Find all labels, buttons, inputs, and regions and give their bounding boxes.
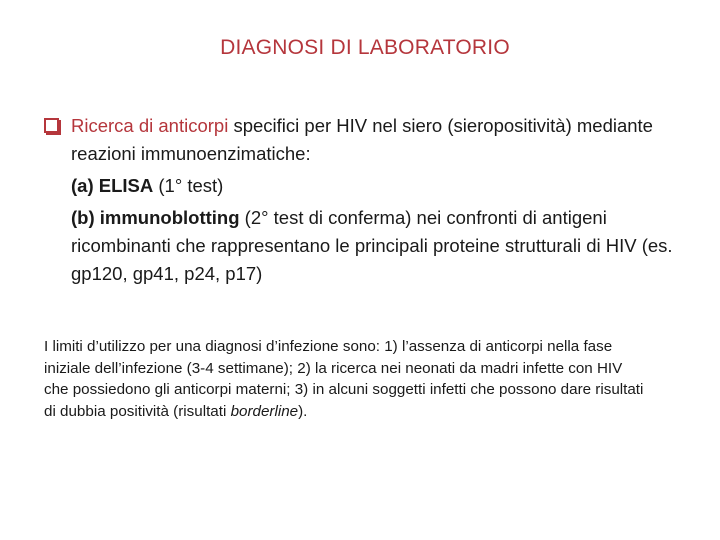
note-text: I limiti d’utilizzo per una diagnosi d’infezione sono: 1) l’assenza di anticorpi nella fase iniziale dell’infezione (3-4 settimane); 2) la ricerca nei neonati da madri infette con HIV che possiedono gli anticorpi materni; 3) in alcuni soggetti infetti che possono dare risultati di dubbia positività (risultati [44, 338, 644, 420]
sub-item-elisa-label: (a) ELISA [71, 175, 154, 196]
limitations-note [44, 336, 644, 422]
checkbox-bullet-icon [44, 118, 59, 133]
sub-item-immunoblotting-text: (2° test di conferma) nei confronti di antigeni ricombinanti che rappresentano le principali proteine strutturali di HIV (es. gp120, gp41, p24, p17) [71, 207, 673, 284]
sub-item-immunoblotting [44, 204, 704, 288]
slide-title: DIAGNOSI DI LABORATORIO [220, 36, 510, 59]
bullet-text: specifici per HIV nel siero (sieropositività) mediante reazioni immunoenzimatiche: [71, 115, 653, 164]
bullet-highlight: Ricerca di anticorpi [71, 115, 229, 136]
note-end: ). [298, 402, 308, 420]
sub-item-elisa [44, 172, 704, 200]
bullet-list [44, 112, 704, 288]
sub-item-immunoblotting-label: (b) immunoblotting [71, 207, 240, 228]
bullet-item-antibody-search [44, 112, 704, 168]
sub-item-elisa-text: (1° test) [153, 175, 224, 196]
note-italic-term: borderline [230, 402, 299, 420]
